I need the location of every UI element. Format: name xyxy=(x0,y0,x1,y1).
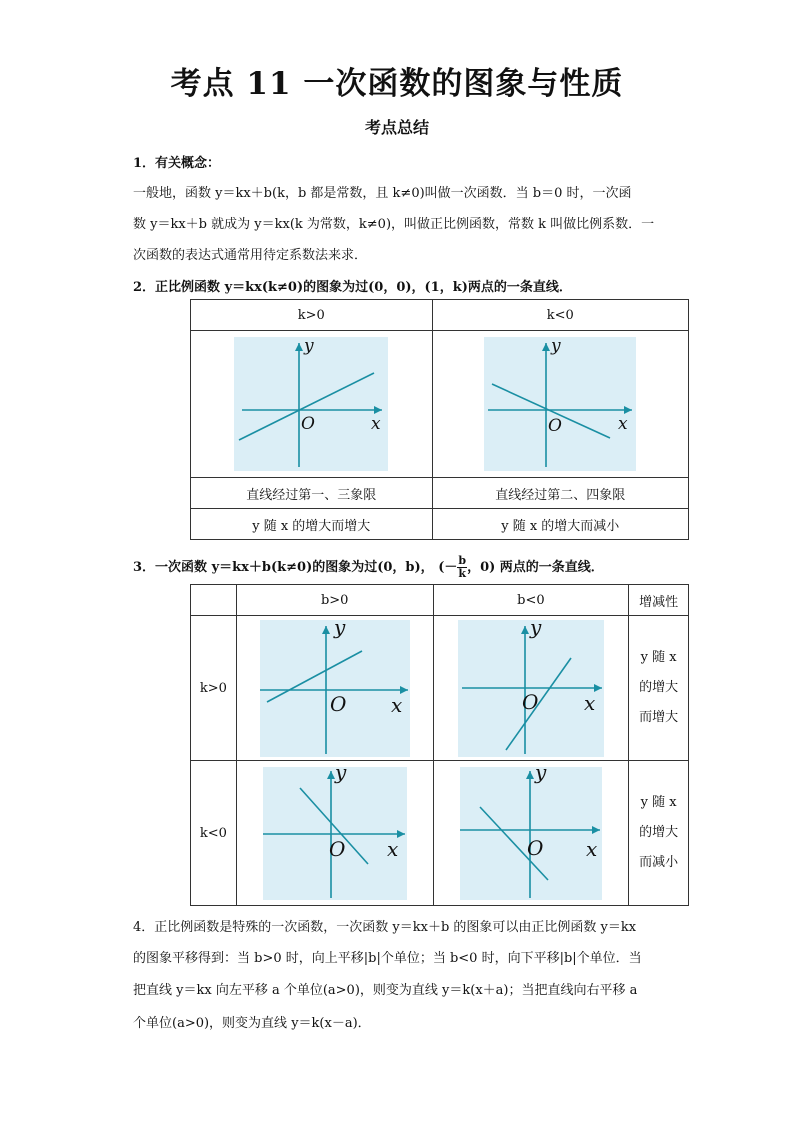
graph-panel xyxy=(484,337,636,471)
x-label: x xyxy=(583,690,596,715)
section-4-line: 的图象平移得到：当 b>0 时，向上平移|b|个单位；当 b<0 时，向下平移|b|个单位．当 xyxy=(133,951,642,966)
header-b-negative: b<0 xyxy=(433,585,629,616)
graph-cell xyxy=(433,761,629,906)
graph-cell xyxy=(236,616,433,761)
y-label: y xyxy=(333,619,346,639)
page-title: 考点 11 一次函数的图象与性质 xyxy=(170,66,624,102)
trend-line: 的增大 xyxy=(639,825,679,840)
graph-panel xyxy=(460,767,602,900)
trend-line: 的增大 xyxy=(639,680,679,695)
section-3-heading-post: 两点的一条直线． xyxy=(499,560,604,575)
trend-line: 而增大 xyxy=(639,710,679,725)
y-label: y xyxy=(551,337,561,356)
x-label: x xyxy=(390,692,402,717)
trend-decreasing xyxy=(629,761,689,906)
graph-k-pos-b-pos xyxy=(260,620,410,757)
graph-cell xyxy=(191,331,433,478)
origin-label: O xyxy=(548,416,563,436)
corner-cell xyxy=(191,585,237,616)
graph-kx-increasing xyxy=(234,337,388,471)
header-k-negative: k<0 xyxy=(432,300,688,331)
origin-label: O xyxy=(301,414,316,434)
fraction-b-over-k xyxy=(457,555,467,580)
header-k-positive: k>0 xyxy=(191,300,433,331)
linear-function-table xyxy=(190,584,689,906)
trend-text: y 随 x 的增大而减小 xyxy=(432,509,688,540)
header-trend: 增减性 xyxy=(629,585,689,616)
quadrant-text: 直线经过第二、四象限 xyxy=(432,478,688,509)
graph-k-neg-b-neg xyxy=(460,767,602,900)
graph-cell xyxy=(432,331,688,478)
section-3-paren-close: ，0) xyxy=(467,560,496,575)
fraction-denominator: k xyxy=(458,567,467,580)
y-label: y xyxy=(304,337,314,356)
page-subtitle: 考点总结 xyxy=(364,118,429,137)
proportional-function-table xyxy=(190,299,689,540)
trend-line: y 随 x xyxy=(640,795,677,810)
section-2-heading: 2．正比例函数 y＝kx(k≠0)的图象为过(0，0)，(1，k)两点的一条直线． xyxy=(133,280,572,295)
section-3-paren-open: (－ xyxy=(438,560,458,575)
row-header-k-positive: k>0 xyxy=(191,616,237,761)
x-label: x xyxy=(585,836,598,861)
origin-label: O xyxy=(329,691,347,716)
trend-increasing xyxy=(629,616,689,761)
x-label: x xyxy=(386,836,398,861)
y-label: y xyxy=(534,766,547,784)
quadrant-text: 直线经过第一、三象限 xyxy=(191,478,433,509)
origin-label: O xyxy=(328,836,346,861)
fraction-numerator: b xyxy=(458,554,467,567)
row-header-k-negative: k<0 xyxy=(191,761,237,906)
section-3-heading xyxy=(133,555,604,580)
graph-panel xyxy=(260,620,410,757)
origin-label: O xyxy=(526,835,544,860)
graph-k-neg-b-pos xyxy=(263,767,407,900)
x-label: x xyxy=(618,414,628,434)
section-1-line: 一般地，函数 y＝kx＋b(k，b 都是常数，且 k≠0)叫做一次函数．当 b＝0 时，一次函 xyxy=(133,186,632,201)
section-4-line: 4．正比例函数是特殊的一次函数，一次函数 y＝kx＋b 的图象可以由正比例函数 y＝kx xyxy=(133,920,637,935)
graph-kx-decreasing xyxy=(484,337,636,471)
trend-text: y 随 x 的增大而增大 xyxy=(191,509,433,540)
x-label: x xyxy=(371,414,381,434)
header-b-positive: b>0 xyxy=(236,585,433,616)
graph-cell xyxy=(433,616,629,761)
section-1-line: 数 y＝kx＋b 就成为 y＝kx(k 为常数，k≠0)，叫做正比例函数，常数 k 叫做比例系数．一 xyxy=(133,217,655,232)
graph-k-pos-b-neg xyxy=(458,620,604,757)
trend-line: y 随 x xyxy=(640,650,677,665)
y-label: y xyxy=(529,619,542,639)
section-4-line: 把直线 y＝kx 向左平移 a 个单位(a>0)，则变为直线 y＝k(x＋a)；当把直线向右平移 a xyxy=(133,983,638,998)
origin-label: O xyxy=(521,689,539,714)
section-3-heading-pre: 3．一次函数 y＝kx＋b(k≠0)的图象为过(0，b)， xyxy=(133,560,434,575)
graph-cell xyxy=(236,761,433,906)
y-label: y xyxy=(334,766,347,784)
section-4-line: 个单位(a>0)，则变为直线 y＝k(x－a)． xyxy=(133,1016,371,1031)
section-1-line: 次函数的表达式通常用待定系数法来求． xyxy=(133,248,368,263)
section-1-heading: 1．有关概念： xyxy=(133,156,221,171)
trend-line: 而减小 xyxy=(639,855,679,870)
